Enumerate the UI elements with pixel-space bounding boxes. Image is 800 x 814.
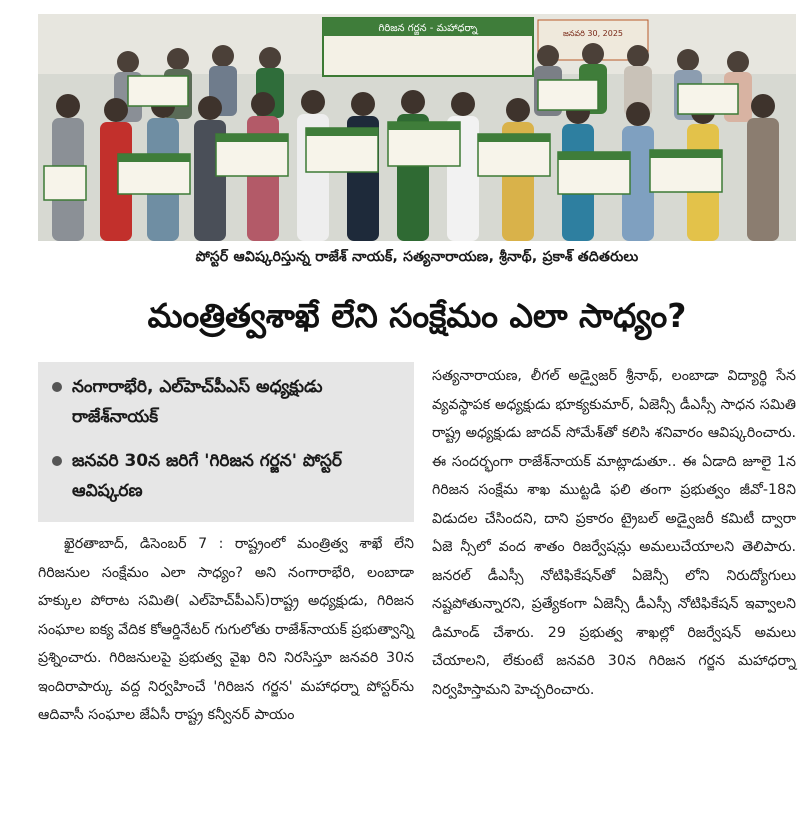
banner-date: జనవరి 30, 2025 bbox=[562, 29, 624, 38]
banner-text: గిరిజన గర్జన - మహాధర్నా bbox=[378, 23, 478, 34]
headline: మంత్రిత్వశాఖే లేని సంక్షేమం ఎలా సాధ్యం? bbox=[147, 296, 687, 335]
highlights-box bbox=[38, 362, 414, 522]
article-column-left bbox=[38, 530, 414, 730]
bullet-icon bbox=[52, 456, 62, 466]
bullet-icon bbox=[52, 382, 62, 392]
highlight-item bbox=[50, 372, 406, 432]
highlight-item bbox=[50, 446, 406, 506]
article-paragraph: సత్యనారాయణ, లీగల్ అడ్వైజర్ శ్రీనాథ్, లంబాడా విద్యార్థి సేన వ్యవస్థాపక అధ్యక్షుడు భూక్యకుమార్, ఏజెన్సీ డీఎస్సీ సాధన సమితి రాష్ట్ర అధ్యక్షుడు జాదవ్ సోమేశ్‌తో కలిసి శనివారం ఆవిష్కరించారు. ఈ సందర్భంగా రాజేశ్‌నాయక్ మాట్లాడుతూ.. ఈ ఏడాది జూలై 1న గిరిజన సంక్షేమ శాఖ ముట్టడి ఫలి తంగా ప్రభుత్వం జీవో-18ని విడుదల చేసిందని, దాని ప్రకారం ట్రైబల్ అడ్వైజరీ కమిటీ ద్వారా ఏజె న్సీలో వంద శాతం రిజర్వేషన్లు అమలుచేయాలని తెలిపారు. జనరల్ డీఎస్సీ నోటిఫికేషన్‌తో ఏజెన్సీ లోని నిరుద్యోగులు నష్టపోతున్నారని, ప్రత్యేకంగా ఏజెన్సీ డీఎస్సీ నోటిఫికేషన్ ఇవ్వాలని డిమాండ్ చేశారు. 29 ప్రభుత్వ శాఖల్లో రిజర్వేషన్ అమలు చేయాలని, లేకుంటే జనవరి 30న గిరిజన గర్జన మహాధర్నా నిర్వహిస్తామని హెచ్చరించారు. bbox=[432, 368, 796, 698]
group-photo-illustration bbox=[38, 14, 796, 241]
news-photo bbox=[38, 14, 796, 241]
article-paragraph: ఖైరతాబాద్, డిసెంబర్ 7 : రాష్ట్రంలో మంత్రిత్వ శాఖే లేని గిరిజనుల సంక్షేమం ఎలా సాధ్యం? అని నంగారాభేరి, లంబాడా హక్కుల పోరాట సమితి( ఎల్‌హెచ్‌పీఎస్)రాష్ట్ర అధ్యక్షుడు, గిరిజన సంఘాల ఐక్య వేదిక కోఆర్డినేటర్ గుగులోతు రాజేశ్‌నాయక్ ప్రభుత్వాన్ని ప్రశ్నించారు. గిరిజనులపై ప్రభుత్వ వైఖ రిని నిరసిస్తూ జనవరి 30న ఇందిరాపార్కు వద్ద నిర్వహించే 'గిరిజన గర్జన' మహాధర్నా పోస్టర్‌ను ఆదివాసీ సంఘాల జేఏసీ రాష్ట్ర కన్వీనర్ పాయం bbox=[38, 536, 414, 723]
article-column-right bbox=[432, 362, 796, 704]
highlight-text: నంగారాభేరి, ఎల్‌హెచ్‌పీఎస్ అధ్యక్షుడు రాజేశ్‌నాయక్ bbox=[72, 377, 323, 427]
highlight-text: జనవరి 30న జరిగే 'గిరిజన గర్జన' పోస్టర్ ఆవిష్కరణ bbox=[72, 451, 342, 501]
photo-caption: పోస్టర్ ఆవిష్కరిస్తున్న రాజేశ్ నాయక్, సత్యనారాయణ, శ్రీనాథ్, ప్రకాశ్ తదితరులు bbox=[195, 249, 639, 265]
